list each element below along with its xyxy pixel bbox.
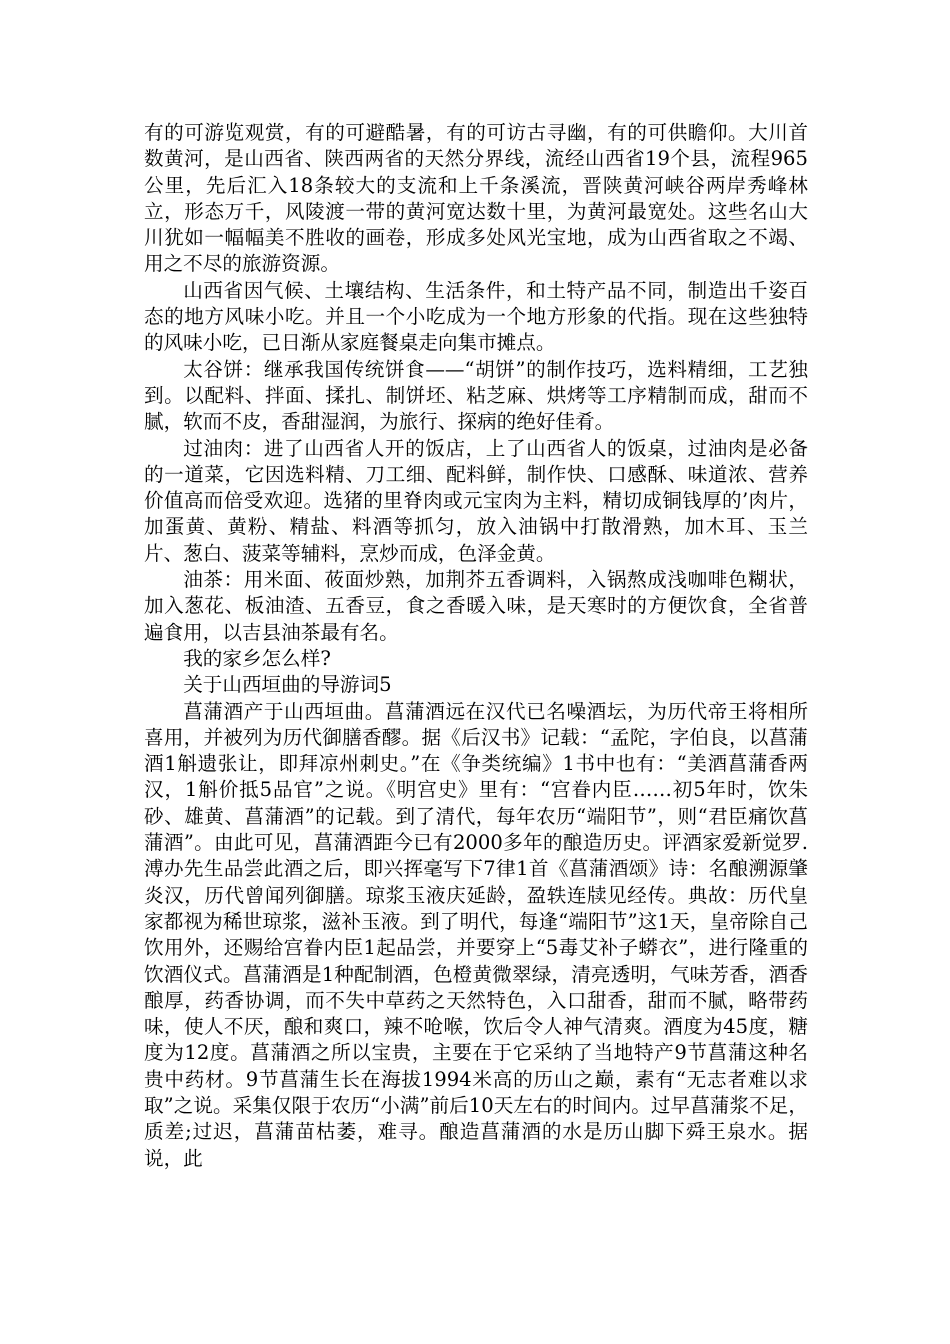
paragraph-hometown-question: 我的家乡怎么样? <box>183 646 331 670</box>
paragraph-youcha: 油茶：用米面、莜面炒熟，加荆芥五香调料，入锅熬成浅咖啡色糊状，加入葱花、板油渣、五香豆，食之香暖入味，是天寒时的方便饮食，全省普遍食用，以吉县油茶最有名。 <box>144 568 808 644</box>
document-page <box>144 120 808 1172</box>
section-heading-yuanqu: 关于山西垣曲的导游词5 <box>183 673 392 697</box>
paragraph-snacks-intro: 山西省因气候、土壤结构、生活条件，和土特产品不同，制造出千姿百态的地方风味小吃。并且一个小吃成为一个地方形象的代指。现在这些独特的风味小吃，已日渐从家庭餐桌走向集市摊点。 <box>144 278 808 355</box>
paragraph-taigu-cake: 太谷饼：继承我国传统饼食——“胡饼”的制作技巧，选料精细，工艺独到。以配料、拌面、揉扎、制饼坯、粘芝麻、烘烤等工序精制而成，甜而不腻，软而不皮，香甜湿润，为旅行、探病的绝好佳肴。 <box>144 357 808 434</box>
paragraph-guoyou-rou: 过油肉：进了山西省人开的饭店，上了山西省人的饭桌，过油肉是必备的一道菜，它因选料精、刀工细、配料鲜，制作快、口感酥、味道浓、营养价值高而倍受欢迎。选猪的里脊肉或元宝肉为主料，精切成铜钱厚的’肉片，加蛋黄、黄粉、精盐、料酒等抓匀，放入油锅中打散滑熟，加木耳、玉兰片、葱白、菠菜等辅料，烹炒而成，色泽金黄。 <box>144 436 808 565</box>
paragraph-changpu-wine: 菖蒲酒产于山西垣曲。菖蒲酒远在汉代已名噪酒坛，为历代帝王将相所喜用，并被列为历代御膳香醪。据《后汉书》记载：“孟陀，字伯良，以菖蒲酒1斛遗张让，即拜凉州刺史。”在《争类统编》1书中也有：“美酒菖蒲香两汉，1斛价抵5品官”之说。《明宫史》里有：“宫眷内臣……初5年时，饮朱砂、雄黄、菖蒲酒”的记载。到了清代，每年农历“端阳节”，则“君臣痛饮菖蒲酒”。由此可见，菖蒲酒距今已有2000多年的酿造历史。评酒家爱新觉罗.溥办先生品尝此酒之后，即兴挥毫写下7律1首《菖蒲酒颂》诗：名酿溯源肇炎汉，历代曾闻列御膳。琼浆玉液庆延龄，盈轶连牍见经传。典故：历代皇家都视为稀世琼浆，滋补玉液。到了明代，每逢“端阳节”这1天，皇帝除自己饮用外，还赐给宫眷内臣1起品尝，并要穿上“5毒艾补子蟒衣”，进行隆重的饮酒仪式。菖蒲酒是1种配制酒，色橙黄微翠绿，清亮透明，气味芳香，酒香酿厚，药香协调，而不失中草药之天然特色，入口甜香，甜而不腻，略带药味，使人不厌，酿和爽口，辣不呛喉，饮后令人神气清爽。酒度为45度，糖度为12度。菖蒲酒之所以宝贵，主要在于它采纳了当地特产9节菖蒲这种名贵中药材。9节菖蒲生长在海拔1994米高的历山之巅，素有“无志者难以求取”之说。采集仅限于农历“小满”前后10天左右的时间内。过早菖蒲浆不足，质差;过迟，菖蒲苗枯萎，难寻。酿造菖蒲酒的水是历山脚下舜王泉水。据说，此 <box>144 699 808 1170</box>
paragraph-scenery: 有的可游览观赏，有的可避酷暑，有的可访古寻幽，有的可供瞻仰。大川首数黄河，是山西省、陕西两省的天然分界线，流经山西省19个县，流程965公里，先后汇入18条较大的支流和上千条溪流，晋陕黄河峡谷两岸秀峰林立，形态万千，风陵渡一带的黄河宽达数十里，为黄河最宽处。这些名山大川犹如一幅幅美不胜收的画卷，形成多处风光宝地，成为山西省取之不竭、用之不尽的旅游资源。 <box>144 121 808 276</box>
